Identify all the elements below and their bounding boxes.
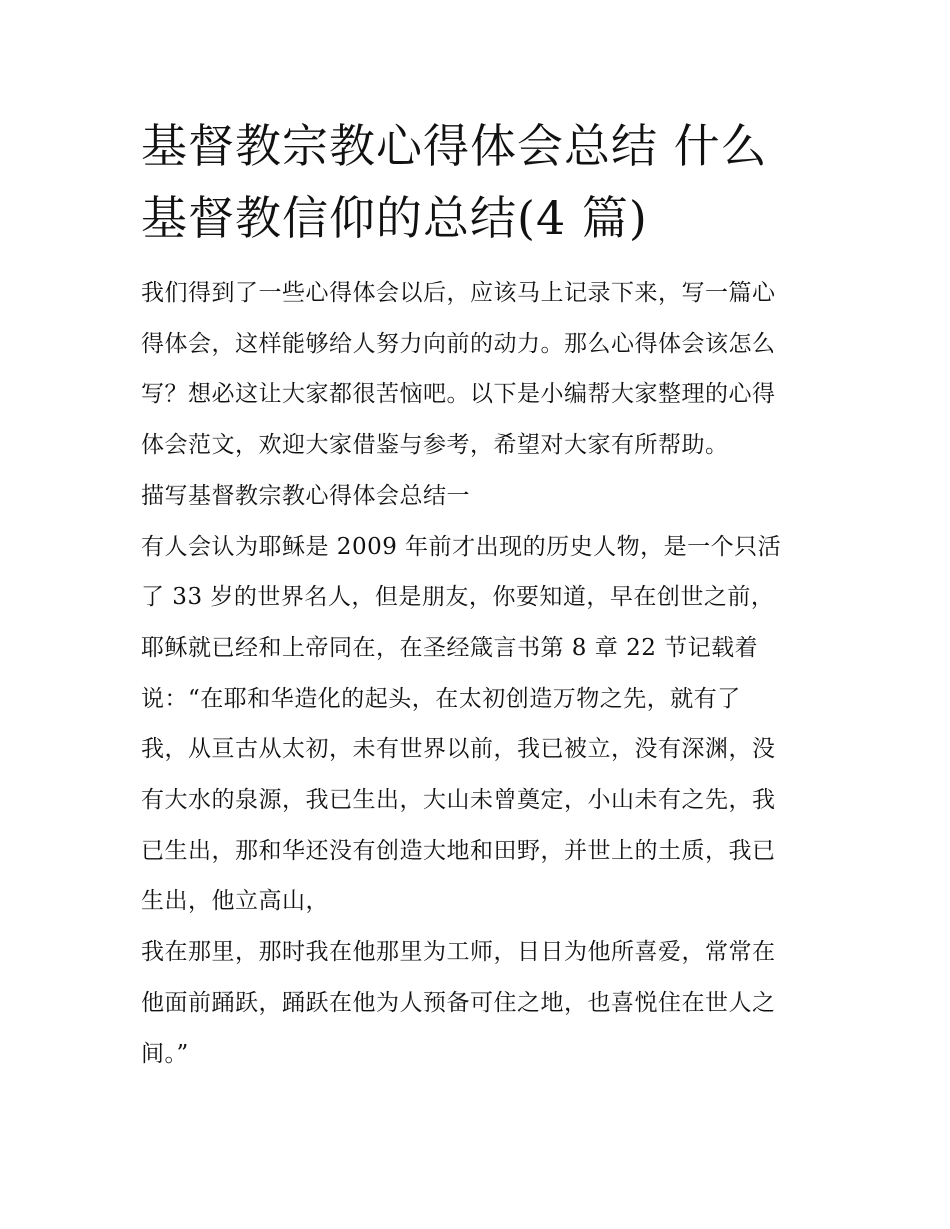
paragraph-line: 有人会认为耶稣是 2009 年前才出现的历史人物，是一个只活 [141,533,782,560]
paragraph-line: 有大水的泉源，我已生出，大山未曾奠定，小山未有之先，我 [141,787,776,814]
section-heading: 描写基督教宗教心得体会总结一 [141,482,470,509]
paragraph-line: 已生出，那和华还没有创造大地和田野，并世上的土质，我已 [141,837,776,864]
intro-line: 写？想必这让大家都很苦恼吧。以下是小编帮大家整理的心得 [141,381,776,408]
document-body [141,268,813,1079]
title-line-1: 基督教宗教心得体会总结 什么 [141,119,768,173]
paragraph-line: 耶稣就已经和上帝同在，在圣经箴言书第 8 章 22 节记载着 [141,634,759,661]
paragraph-line: 了 33 岁的世界名人，但是朋友，你要知道，早在创世之前， [141,584,775,611]
paragraph-line: 我，从亘古从太初，未有世界以前，我已被立，没有深渊，没 [141,736,776,763]
document-page [141,110,813,1079]
intro-line: 体会范文，欢迎大家借鉴与参考，希望对大家有所帮助。 [141,432,729,459]
paragraph-line: 说：“在耶和华造化的起头，在太初创造万物之先，就有了 [141,685,741,712]
title-line-2: 基督教信仰的总结(4 篇) [141,191,648,245]
intro-line: 我们得到了一些心得体会以后，应该马上记录下来，写一篇心 [141,280,776,306]
intro-line: 得体会，这样能够给人努力向前的动力。那么心得体会该怎么 [141,330,776,357]
paragraph-line: 生出，他立高山， [141,888,329,915]
document-title [141,110,813,254]
paragraph-line: 间。” [141,1040,189,1067]
paragraph-line: 他面前踊跃，踊跃在他为人预备可住之地，也喜悦住在世人之 [141,989,776,1016]
paragraph-line: 我在那里，那时我在他那里为工师，日日为他所喜爱，常常在 [141,939,776,966]
